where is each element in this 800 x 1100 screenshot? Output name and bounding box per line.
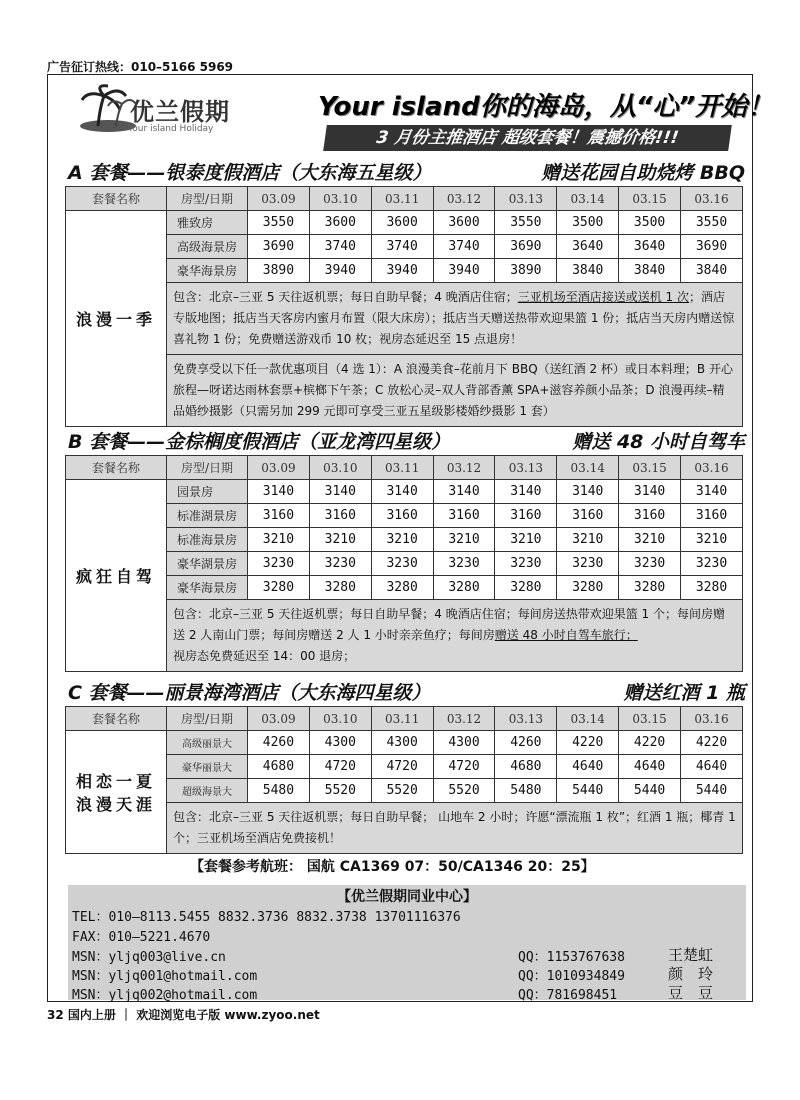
price-cell: 3940: [433, 259, 495, 283]
section-c-table: [65, 706, 743, 854]
date-header: 03.09: [248, 456, 310, 480]
price-cell: 3280: [433, 576, 495, 600]
contact-tel: TEL：010–8113.5455 8832.3736 8832.3738 13701116376: [72, 910, 461, 925]
price-cell: 5520: [433, 779, 495, 803]
price-cell: 3160: [619, 504, 681, 528]
table-row: [66, 779, 743, 803]
price-cell: 3210: [495, 528, 557, 552]
price-cell: 3140: [557, 480, 619, 504]
pkg-header: 套餐名称: [66, 707, 167, 731]
price-cell: 3740: [433, 235, 495, 259]
table-row: [66, 600, 743, 672]
logo-sub: Your island Holiday: [128, 124, 214, 134]
price-cell: 5440: [681, 779, 743, 803]
room-header: 房型/日期: [167, 707, 248, 731]
date-header: 03.13: [495, 456, 557, 480]
pkg-header: 套餐名称: [66, 456, 167, 480]
package-name: 浪漫一季: [66, 211, 167, 427]
price-cell: 3140: [309, 480, 371, 504]
price-cell: 3210: [248, 528, 310, 552]
date-header: 03.11: [371, 187, 433, 211]
table-row: [66, 211, 743, 235]
price-cell: 4260: [495, 731, 557, 755]
price-cell: 3940: [309, 259, 371, 283]
includes-highlight: 三亚机场至酒店接送或送机 1 次: [517, 290, 689, 304]
price-cell: 5440: [619, 779, 681, 803]
price-cell: 3640: [557, 235, 619, 259]
promo-banner: 3 月份主推酒店 超级套餐！震撼价格!!!: [323, 125, 732, 151]
table-row: [66, 576, 743, 600]
includes-text: 包含：北京–三亚 5 天往返机票；每日自助早餐；4 晚酒店住宿；: [173, 290, 518, 304]
contact-person: 颜 玲: [668, 965, 714, 983]
includes-highlight: 赠送 48 小时自驾车旅行；: [494, 628, 638, 642]
price-cell: 5520: [371, 779, 433, 803]
price-cell: 4220: [619, 731, 681, 755]
room-header: 房型/日期: [167, 187, 248, 211]
package-name: 疯狂自驾: [66, 480, 167, 672]
price-cell: 3280: [309, 576, 371, 600]
room-type: 标准湖景房: [167, 504, 248, 528]
date-header: 03.15: [619, 707, 681, 731]
table-row: [66, 259, 743, 283]
price-cell: 3140: [495, 480, 557, 504]
date-header: 03.15: [619, 187, 681, 211]
contact-title: 【优兰假期同业中心】: [337, 889, 477, 905]
date-header: 03.11: [371, 707, 433, 731]
price-cell: 3230: [309, 552, 371, 576]
price-cell: 4640: [557, 755, 619, 779]
price-cell: 3690: [681, 235, 743, 259]
room-type: 高级丽景大: [167, 731, 248, 755]
price-cell: 3230: [495, 552, 557, 576]
includes-text: 包含：北京–三亚 5 天往返机票；每日自助早餐；4 晚酒店住宿；每间房送热带欢迎果篮 1 个；每间房赠送 2 人南山门票；每间房赠送 2 人 1 小时亲亲鱼疗；每间房: [173, 607, 725, 642]
package-includes: [167, 600, 743, 672]
price-cell: 3890: [495, 259, 557, 283]
contact-qq: QQ：781698451: [518, 988, 618, 1003]
contact-qq: QQ：1010934849: [518, 969, 625, 984]
contact-qq: QQ：1153767638: [518, 950, 625, 965]
package-name-line2: 浪漫天涯: [75, 795, 156, 814]
price-cell: 3600: [371, 211, 433, 235]
price-cell: 3230: [681, 552, 743, 576]
date-header: 03.15: [619, 456, 681, 480]
room-type: 豪华海景房: [167, 576, 248, 600]
price-cell: 5440: [557, 779, 619, 803]
price-cell: 3140: [248, 480, 310, 504]
contact-fax: FAX：010–5221.4670: [72, 930, 211, 945]
price-cell: 3140: [371, 480, 433, 504]
room-type: 高级海景房: [167, 235, 248, 259]
price-cell: 3280: [619, 576, 681, 600]
price-cell: 3840: [681, 259, 743, 283]
logo-name: 优兰假期: [130, 98, 230, 126]
price-cell: 5480: [248, 779, 310, 803]
price-cell: 3840: [619, 259, 681, 283]
table-row: [66, 552, 743, 576]
contact-person: 豆 豆: [668, 984, 714, 1002]
date-header: 03.09: [248, 187, 310, 211]
price-cell: 3140: [619, 480, 681, 504]
section-c-gift: 赠送红酒 1 瓶: [623, 682, 745, 704]
room-type: 超级海景大: [167, 779, 248, 803]
price-cell: 3550: [681, 211, 743, 235]
price-cell: 3840: [557, 259, 619, 283]
price-cell: 3690: [248, 235, 310, 259]
price-cell: 3500: [619, 211, 681, 235]
price-cell: 3280: [557, 576, 619, 600]
section-a-title: A 套餐——银泰度假酒店（大东海五星级）: [68, 162, 432, 184]
date-header: 03.10: [309, 707, 371, 731]
section-b-table: [65, 455, 743, 672]
price-cell: 3600: [309, 211, 371, 235]
price-cell: 5480: [495, 779, 557, 803]
room-header: 房型/日期: [167, 456, 248, 480]
table-row: [66, 480, 743, 504]
room-type: 雅致房: [167, 211, 248, 235]
price-cell: 3210: [309, 528, 371, 552]
price-cell: 4680: [248, 755, 310, 779]
contact-msn: MSN：yljq002@hotmail.com: [72, 988, 258, 1003]
contact-msn: MSN：yljq001@hotmail.com: [72, 969, 258, 984]
table-row: [66, 355, 743, 427]
date-header: 03.12: [433, 187, 495, 211]
date-header: 03.14: [557, 187, 619, 211]
package-includes: 包含：北京–三亚 5 天往返机票；每日自助早餐； 山地车 2 小时；许愿“漂流瓶 1 枚”；红酒 1 瓶；椰青 1 个；三亚机场至酒店免费接机！: [167, 803, 743, 854]
table-row: [66, 504, 743, 528]
date-header: 03.09: [248, 707, 310, 731]
date-header: 03.14: [557, 707, 619, 731]
price-cell: 3280: [371, 576, 433, 600]
date-header: 03.16: [681, 707, 743, 731]
price-cell: 3230: [557, 552, 619, 576]
price-cell: 4220: [557, 731, 619, 755]
price-cell: 3280: [681, 576, 743, 600]
price-cell: 4720: [309, 755, 371, 779]
room-type: 标准海景房: [167, 528, 248, 552]
package-name-line1: 相恋一夏: [75, 772, 156, 791]
table-row: [66, 755, 743, 779]
slogan: Your island你的海岛，从“心”开始！: [318, 92, 774, 122]
price-cell: 4680: [495, 755, 557, 779]
date-header: 03.10: [309, 187, 371, 211]
price-cell: 3160: [495, 504, 557, 528]
price-cell: 3210: [681, 528, 743, 552]
date-header: 03.12: [433, 456, 495, 480]
price-cell: 4720: [433, 755, 495, 779]
room-type: 豪华丽景大: [167, 755, 248, 779]
section-b-gift: 赠送 48 小时自驾车: [572, 431, 745, 453]
price-cell: 3550: [495, 211, 557, 235]
package-includes: [167, 283, 743, 355]
price-cell: 3940: [371, 259, 433, 283]
price-cell: 4640: [619, 755, 681, 779]
includes-text-rest: ；酒店专版地图；抵店当天客房内蜜月布置（限大床房）；抵店当天赠送热带欢迎果篮 1 份；抵店当天房内赠送惊喜礼物 1 份；免费赠送游戏币 10 枚；视房态延迟至 15 点退房！: [173, 290, 735, 346]
price-cell: 3210: [433, 528, 495, 552]
price-cell: 3640: [619, 235, 681, 259]
date-header: 03.11: [371, 456, 433, 480]
contact-person: 王楚虹: [668, 946, 714, 964]
room-type: 豪华海景房: [167, 259, 248, 283]
price-cell: 3280: [248, 576, 310, 600]
price-cell: 3160: [433, 504, 495, 528]
price-cell: 5520: [309, 779, 371, 803]
date-header: 03.16: [681, 456, 743, 480]
price-cell: 3600: [433, 211, 495, 235]
price-cell: 3210: [557, 528, 619, 552]
price-cell: 3210: [371, 528, 433, 552]
ad-hotline: 广告征订热线：010–5166 5969: [47, 60, 234, 74]
price-cell: 4720: [371, 755, 433, 779]
price-cell: 4640: [681, 755, 743, 779]
page-footer: 32 国内上册 ｜ 欢迎浏览电子版 www.zyoo.net: [47, 1008, 320, 1022]
price-cell: 3230: [248, 552, 310, 576]
price-cell: 3140: [681, 480, 743, 504]
date-header: 03.13: [495, 707, 557, 731]
date-header: 03.13: [495, 187, 557, 211]
price-cell: 4300: [309, 731, 371, 755]
price-cell: 3160: [371, 504, 433, 528]
price-cell: 3500: [557, 211, 619, 235]
price-cell: 4300: [433, 731, 495, 755]
flight-info: 【套餐参考航班： 国航 CA1369 07：50/CA1346 20：25】: [190, 859, 595, 875]
price-cell: 3740: [309, 235, 371, 259]
table-row: [66, 731, 743, 755]
price-cell: 3890: [248, 259, 310, 283]
price-cell: 3280: [495, 576, 557, 600]
price-cell: 3210: [619, 528, 681, 552]
price-cell: 3740: [371, 235, 433, 259]
table-row: [66, 283, 743, 355]
price-cell: 3230: [619, 552, 681, 576]
section-c-title: C 套餐——丽景海湾酒店（大东海四星级）: [68, 682, 431, 704]
price-cell: 4220: [681, 731, 743, 755]
price-cell: 3160: [248, 504, 310, 528]
room-type: 园景房: [167, 480, 248, 504]
includes-text-rest: 视房态免费延迟至 14：00 退房；: [173, 649, 356, 663]
price-cell: 3230: [433, 552, 495, 576]
price-cell: 3550: [248, 211, 310, 235]
date-header: 03.10: [309, 456, 371, 480]
table-row: [66, 235, 743, 259]
section-a-gift: 赠送花园自助烧烤 BBQ: [541, 162, 745, 184]
price-cell: 3230: [371, 552, 433, 576]
section-b-title: B 套餐——金棕榈度假酒店（亚龙湾四星级）: [68, 431, 451, 453]
section-a-table: [65, 186, 743, 427]
price-cell: 4260: [248, 731, 310, 755]
pkg-header: 套餐名称: [66, 187, 167, 211]
room-type: 豪华湖景房: [167, 552, 248, 576]
date-header: 03.16: [681, 187, 743, 211]
price-cell: 4300: [371, 731, 433, 755]
price-cell: 3140: [433, 480, 495, 504]
date-header: 03.14: [557, 456, 619, 480]
table-row: [66, 803, 743, 854]
price-cell: 3160: [681, 504, 743, 528]
price-cell: 3160: [309, 504, 371, 528]
table-row: [66, 528, 743, 552]
package-options: 免费享受以下任一款优惠项目（4 选 1）：A 浪漫美食–花前月下 BBQ（送红酒 2 杯）或日本料理；B 开心旅程—呀诺达雨林套票+槟榔下午茶；C 放松心灵–双人背部香薰 SPA+滋容养颜小品茶；D 浪漫再续–精品婚纱摄影（只需另加 299 元即可享受三亚五星级影楼婚纱摄影 1 套）: [167, 355, 743, 427]
contact-msn: MSN：yljq003@live.cn: [72, 950, 226, 965]
package-name: [66, 731, 167, 854]
price-cell: 3160: [557, 504, 619, 528]
date-header: 03.12: [433, 707, 495, 731]
price-cell: 3690: [495, 235, 557, 259]
